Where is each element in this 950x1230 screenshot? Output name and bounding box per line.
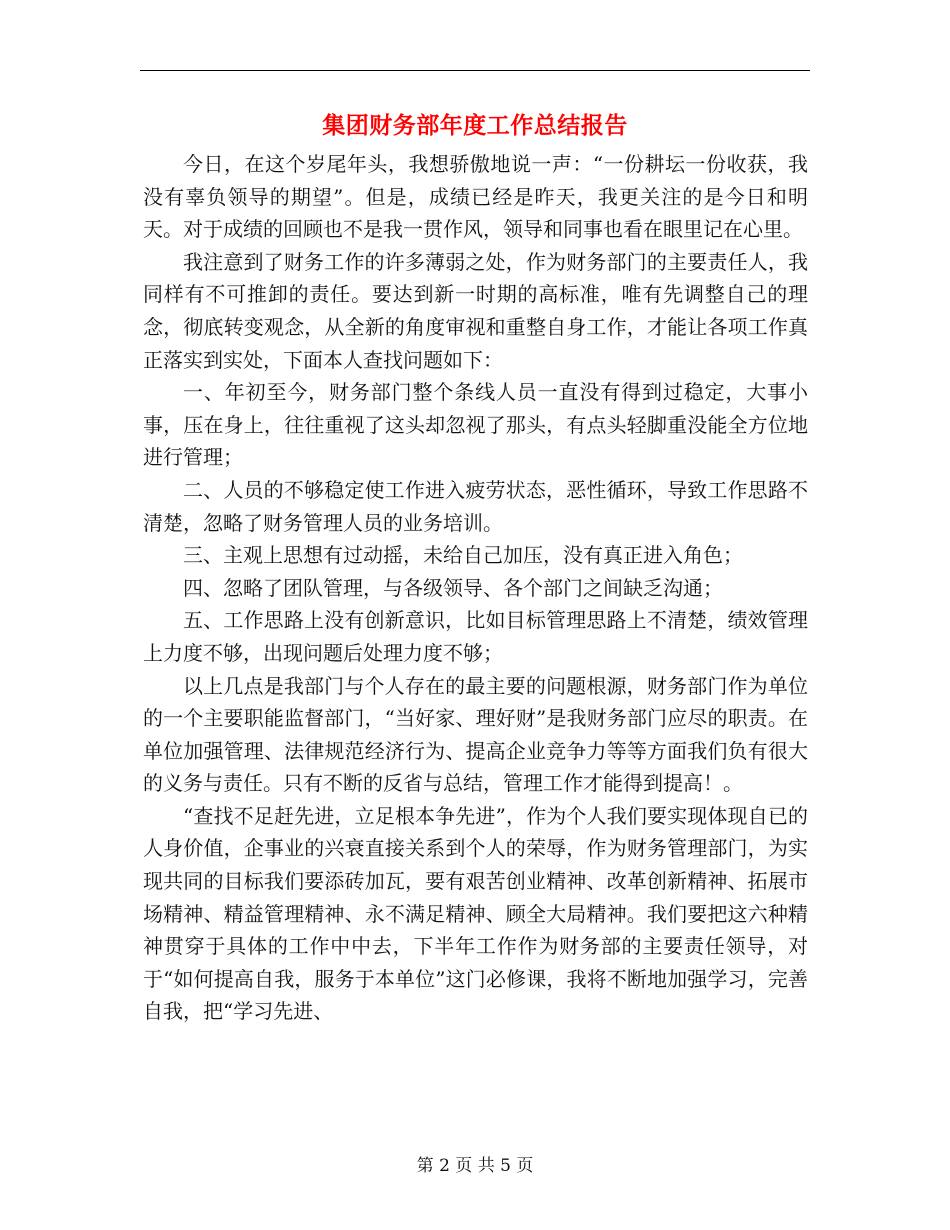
- paragraph-summary: 以上几点是我部门与个人存在的最主要的问题根源，财务部门作为单位的一个主要职能监督部门，“当好家、理好财”是我财务部门应尽的职责。在单位加强管理、法律规范经济行为、提高企业竞争力等等方面我们负有很大的义务与责任。只有不断的反省与总结，管理工作才能得到提高！。: [143, 673, 808, 796]
- document-title: 集团财务部年度工作总结报告: [322, 112, 628, 139]
- paragraph-issue-4: 四、忽略了团队管理，与各级领导、各个部门之间缺乏沟通；: [183, 575, 723, 600]
- page-number-footer: 第 2 页 共 5 页: [416, 1156, 534, 1176]
- paragraph-issue-5: 五、工作思路上没有创新意识，比如目标管理思路上不清楚，绩效管理上力度不够，出现问题后处理力度不够；: [143, 608, 808, 665]
- paragraph-issue-2: 二、人员的不够稳定使工作进入疲劳状态，恶性循环，导致工作思路不清楚，忽略了财务管理人员的业务培训。: [143, 477, 808, 535]
- document-body: [143, 148, 808, 1028]
- paragraph-issue-1: 一、年初至今，财务部门整个条线人员一直没有得到过稳定，大事小事，压在身上，往往重视了这头却忽视了那头，有点头轻脚重没能全方位地进行管理；: [143, 380, 808, 470]
- paragraph-intro: 今日，在这个岁尾年头，我想骄傲地说一声：“一份耕坛一份收获，我没有辜负领导的期望”。但是，成绩已经是昨天，我更关注的是今日和明天。对于成绩的回顾也不是我一贯作风，领导和同事也看在眼里记在心里。: [143, 152, 808, 242]
- paragraph-responsibility: 我注意到了财务工作的许多薄弱之处，作为财务部门的主要责任人，我同样有不可推卸的责任。要达到新一时期的高标准，唯有先调整自己的理念，彻底转变观念，从全新的角度审视和重整自身工作，才能让各项工作真正落实到实处，下面本人查找问题如下：: [143, 249, 808, 372]
- header-rule: [140, 70, 810, 71]
- paragraph-issue-3: 三、主观上思想有过动摇，未给自己加压，没有真正进入角色；: [183, 543, 743, 568]
- paragraph-plan: “查找不足赶先进，立足根本争先进”，作为个人我们要实现体现自已的人身价值，企事业的兴衰直接关系到个人的荣辱，作为财务管理部门，为实现共同的目标我们要添砖加瓦，要有艰苦创业精神、改革创新精神、拓展市场精神、精益管理精神、永不满足精神、顾全大局精神。我们要把这六种精神贯穿于具体的工作中中去，下半年工作作为财务部的主要责任领导，对于“如何提高自我，服务于本单位”这门必修课，我将不断地加强学习，完善自我，把“学习先进、: [143, 803, 808, 1024]
